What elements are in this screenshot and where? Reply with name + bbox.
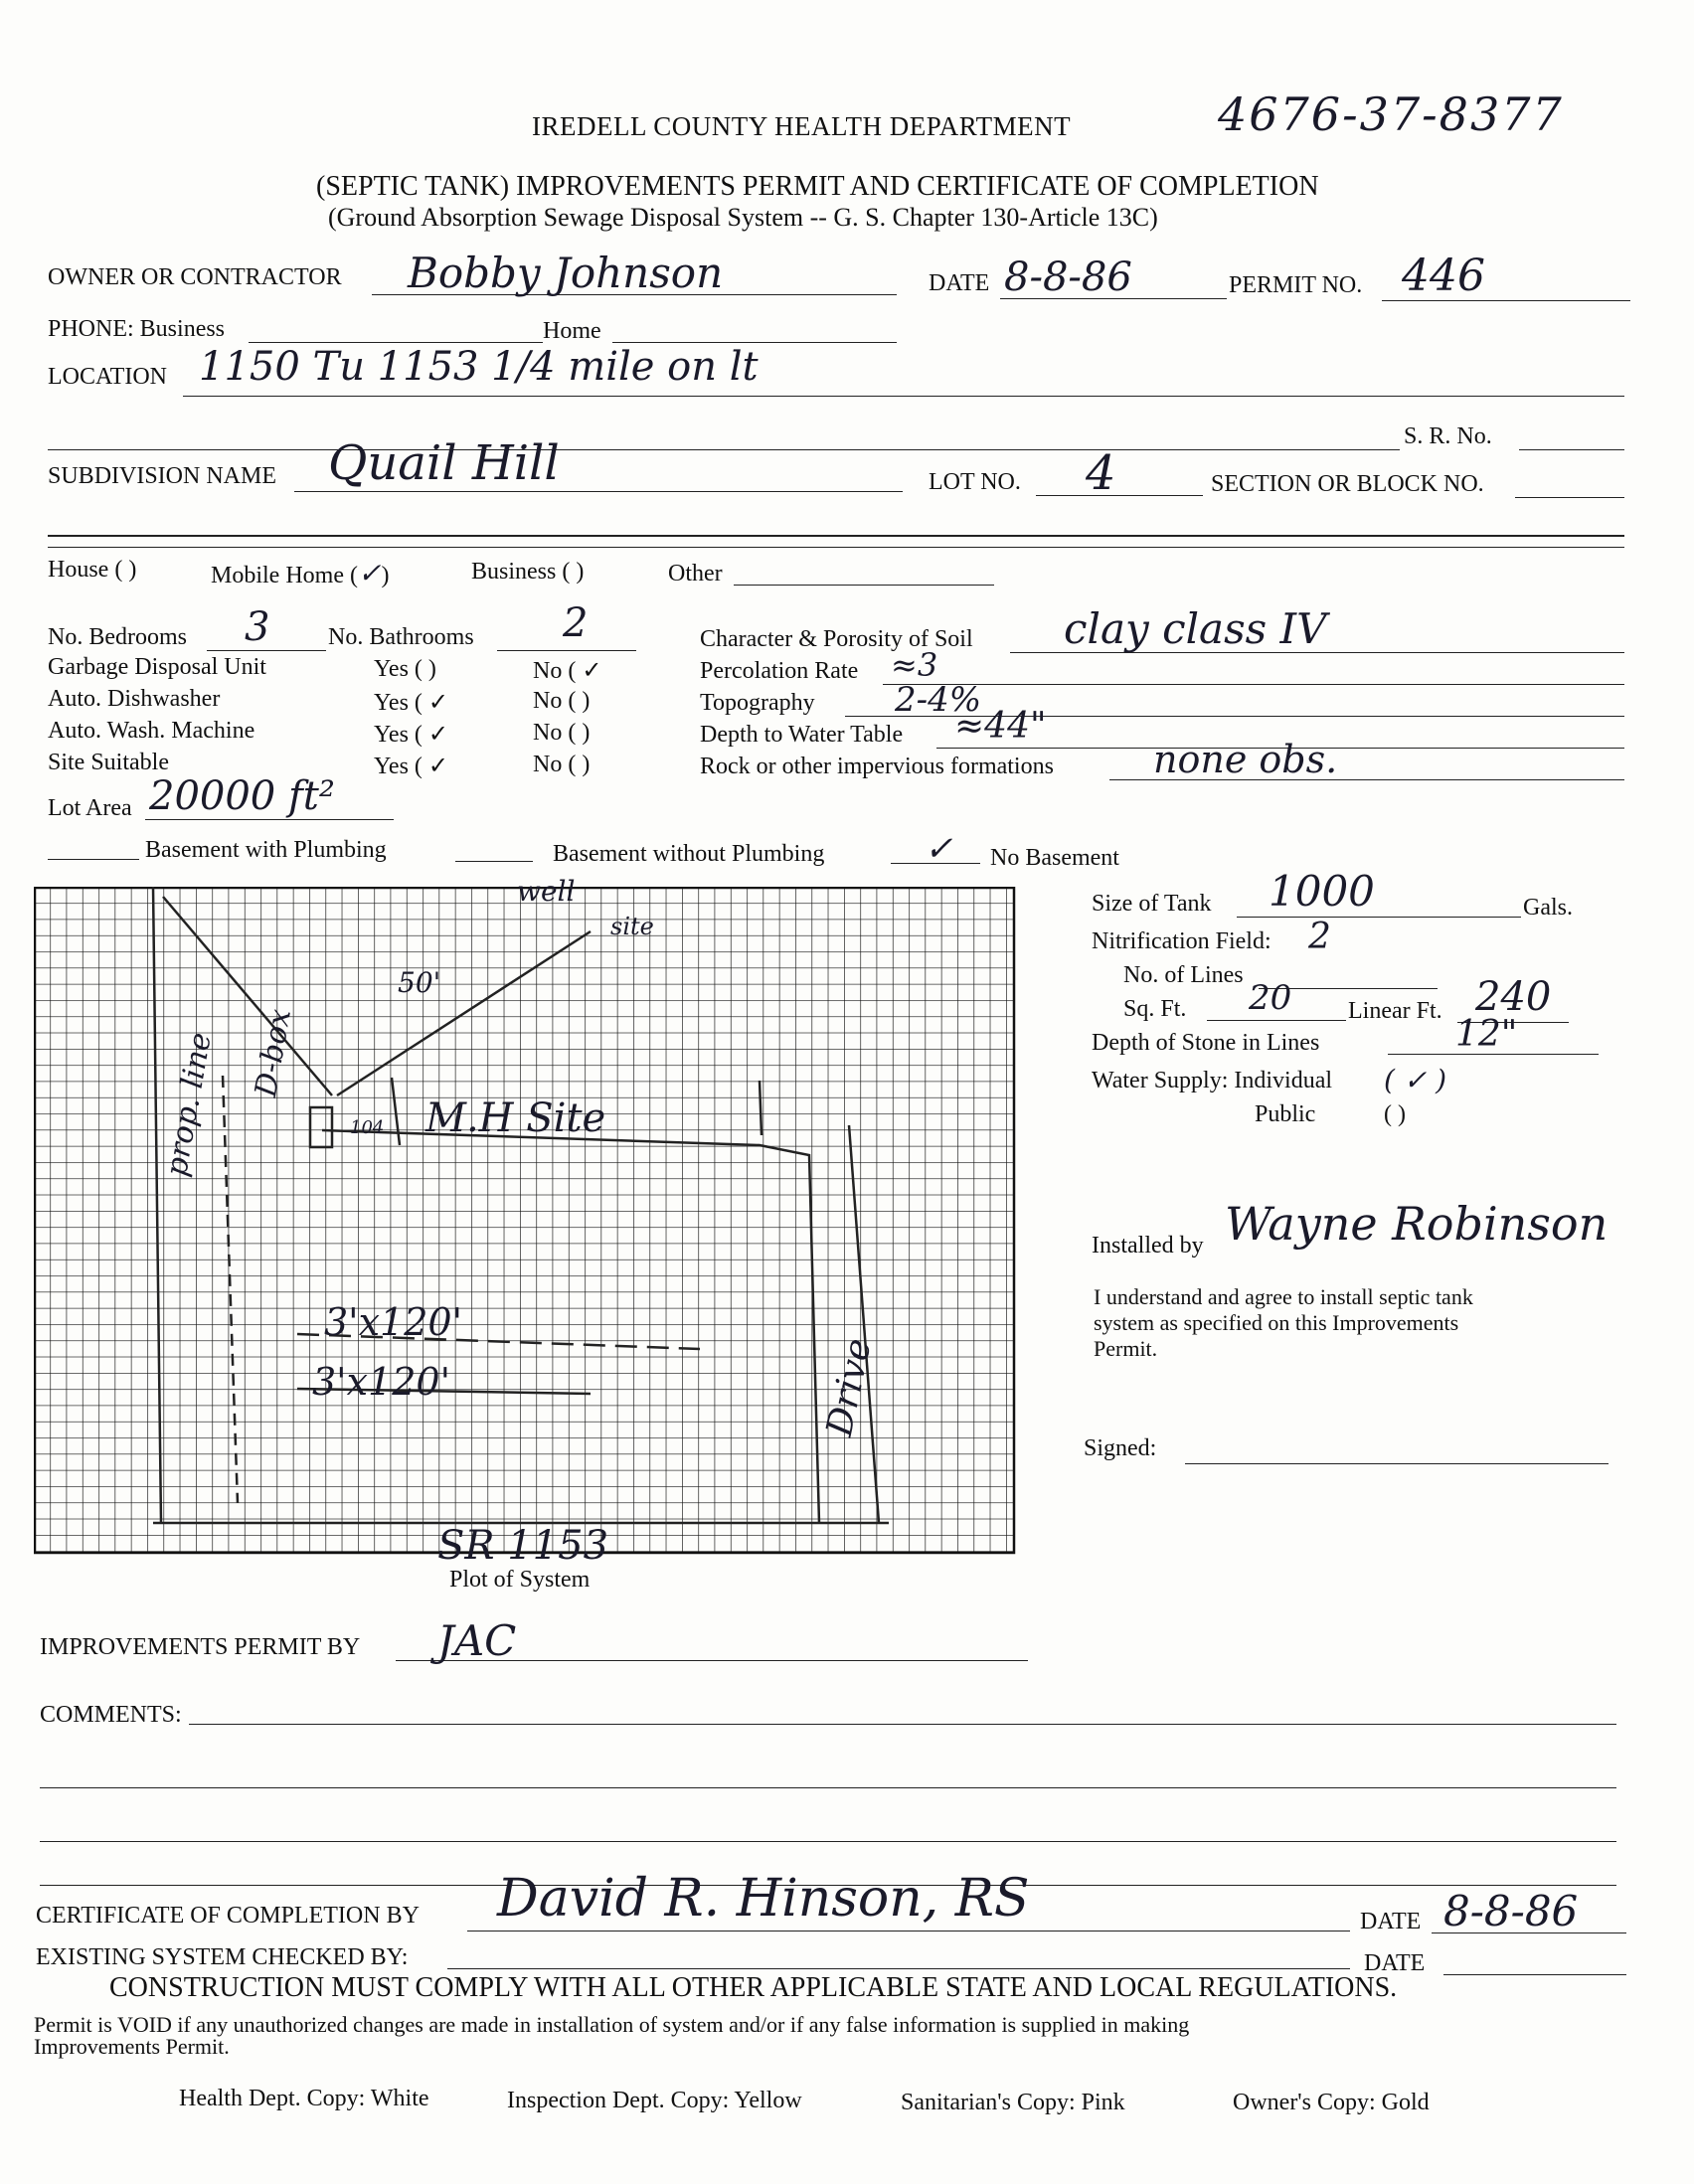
existing-date-line[interactable] (1443, 1974, 1626, 1975)
installed-by-signature[interactable]: Wayne Robinson (1225, 1197, 1609, 1251)
tank-size-value[interactable]: 1000 (1269, 867, 1375, 916)
mobile-home-option[interactable] (211, 557, 389, 589)
nitrification-value[interactable]: 2 (1308, 917, 1331, 957)
permit-by-label: IMPROVEMENTS PERMIT BY (40, 1634, 361, 1660)
mobile-home-check: ✓ (357, 557, 382, 589)
plot-note-line1: 3'x120' (324, 1300, 463, 1344)
water-public-label: Public (1255, 1101, 1316, 1127)
basement-without-label: Basement without Plumbing (553, 841, 825, 867)
linear-value[interactable]: 240 (1475, 974, 1552, 1020)
agreement-line-1: I understand and agree to install septic tank (1094, 1284, 1473, 1309)
nitrification-label: Nitrification Field: (1092, 928, 1271, 954)
plot-note-road: SR 1153 (437, 1523, 609, 1569)
certificate-date-value[interactable]: 8-8-86 (1443, 1887, 1579, 1935)
no-basement-label: No Basement (990, 845, 1119, 871)
sr-label: S. R. No. (1404, 423, 1492, 449)
appliance-no[interactable]: No ( ) (533, 720, 591, 746)
owner-label: OWNER OR CONTRACTOR (48, 264, 342, 290)
parcel-number: 4676-37-8377 (1218, 87, 1564, 141)
soil-line (883, 684, 1624, 685)
lot-area-line (145, 819, 394, 820)
no-basement-check[interactable]: ✓ (925, 829, 953, 869)
plot-note-well: well (517, 875, 576, 908)
soil-value[interactable]: ≈3 (891, 646, 938, 684)
form-subtitle: (Ground Absorption Sewage Disposal System -- G. S. Chapter 130-Article 13C) (328, 203, 1158, 232)
mobile-home-close: ) (381, 563, 390, 588)
bathrooms-label: No. Bathrooms (328, 624, 474, 650)
signed-label: Signed: (1084, 1435, 1157, 1461)
date-value[interactable]: 8-8-86 (1004, 254, 1132, 300)
plot-note-drive: Drive (819, 1334, 880, 1440)
appliance-no[interactable]: No ( ) (533, 688, 591, 714)
department-name: IREDELL COUNTY HEALTH DEPARTMENT (532, 111, 1072, 141)
appliance-yes[interactable]: Yes ( ✓ (374, 690, 449, 716)
sqft-value[interactable]: 20 (1249, 978, 1292, 1018)
comments-line-3[interactable] (40, 1841, 1616, 1842)
soil-label: Depth to Water Table (700, 722, 904, 748)
plot-note-distance: 50' (398, 966, 441, 999)
copy-health: Health Dept. Copy: White (179, 2086, 429, 2111)
subdivision-value[interactable]: Quail Hill (328, 435, 560, 491)
tank-size-label: Size of Tank (1092, 891, 1212, 917)
permit-value[interactable]: 446 (1402, 251, 1485, 301)
subdivision-line (294, 491, 903, 492)
appliance-no[interactable]: No ( ✓ (533, 658, 602, 684)
appliance-yes[interactable]: Yes ( ✓ (374, 722, 449, 748)
lot-label: LOT NO. (929, 469, 1021, 495)
plot-note-left-2: D-box (249, 1006, 298, 1100)
plot-grid (34, 887, 1018, 1565)
sr-line (1519, 449, 1624, 450)
permit-label: PERMIT NO. (1229, 272, 1363, 298)
water-public-check[interactable]: ( ) (1384, 1101, 1406, 1127)
agreement-line-2: system as specified on this Improvements (1094, 1310, 1459, 1335)
lot-area-value[interactable]: 20000 ft² (149, 773, 335, 819)
appliance-label: Auto. Dishwasher (48, 686, 221, 712)
certificate-date-label: DATE (1360, 1909, 1422, 1934)
soil-label: Percolation Rate (700, 658, 859, 684)
stone-value[interactable]: 12" (1455, 1014, 1518, 1055)
void-notice-line-1: Permit is VOID if any unauthorized changes are made in installation of system and/or if any false information is supplied in making (34, 2012, 1190, 2037)
owner-value[interactable]: Bobby Johnson (408, 249, 724, 297)
location-value[interactable]: 1150 Tu 1153 1/4 mile on lt (199, 344, 759, 390)
phone-business-line (249, 342, 543, 343)
phone-business-label: PHONE: Business (48, 316, 226, 342)
lot-area-label: Lot Area (48, 795, 132, 821)
plot-note-box: 104 (350, 1117, 385, 1138)
sr-blank-line (48, 449, 1400, 450)
bathrooms-line (497, 650, 636, 651)
copy-sanitarian: Sanitarian's Copy: Pink (901, 2090, 1125, 2115)
soil-label: Rock or other impervious formations (700, 754, 1054, 779)
date-label: DATE (929, 270, 990, 296)
section-label: SECTION OR BLOCK NO. (1211, 471, 1484, 497)
appliance-label: Garbage Disposal Unit (48, 654, 266, 680)
phone-home-line (612, 342, 897, 343)
divider-top (48, 535, 1624, 537)
certificate-signature[interactable]: David R. Hinson, RS (497, 1869, 1030, 1929)
bathrooms-value[interactable]: 2 (563, 600, 589, 646)
appliance-label: Auto. Wash. Machine (48, 718, 255, 744)
phone-home-label: Home (543, 318, 601, 344)
soil-label: Character & Porosity of Soil (700, 626, 973, 652)
existing-label: EXISTING SYSTEM CHECKED BY: (36, 1944, 409, 1970)
copy-inspection: Inspection Dept. Copy: Yellow (507, 2088, 802, 2113)
void-notice-line-2: Improvements Permit. (34, 2034, 230, 2059)
soil-value[interactable]: 2-4% (895, 680, 982, 720)
agreement-line-3: Permit. (1094, 1336, 1158, 1361)
certificate-line (467, 1931, 1350, 1932)
lot-value[interactable]: 4 (1086, 445, 1116, 501)
appliance-no[interactable]: No ( ) (533, 752, 591, 777)
plot-caption: Plot of System (449, 1567, 591, 1593)
tank-size-line (1237, 917, 1521, 918)
soil-label: Topography (700, 690, 815, 716)
lot-line (1036, 495, 1203, 496)
certificate-label: CERTIFICATE OF COMPLETION BY (36, 1903, 420, 1929)
lines-label: No. of Lines (1123, 962, 1244, 988)
divider-bottom (48, 547, 1624, 548)
tank-gals-label: Gals. (1523, 895, 1573, 921)
basement-with-line (48, 859, 139, 860)
linear-label: Linear Ft. (1348, 998, 1442, 1024)
existing-date-label: DATE (1364, 1950, 1426, 1976)
other-label: Other (668, 561, 723, 587)
appliance-yes[interactable]: Yes ( ✓ (374, 754, 449, 779)
installed-by-label: Installed by (1092, 1233, 1204, 1259)
comments-line-2[interactable] (40, 1787, 1616, 1788)
plot-note-home-site: M.H Site (425, 1095, 606, 1141)
business-option[interactable]: Business ( ) (471, 559, 585, 585)
bedrooms-value[interactable]: 3 (245, 604, 270, 650)
signed-line[interactable] (1185, 1463, 1609, 1464)
compliance-notice: CONSTRUCTION MUST COMPLY WITH ALL OTHER APPLICABLE STATE AND LOCAL REGULATIONS. (109, 1972, 1398, 2003)
subdivision-label: SUBDIVISION NAME (48, 463, 277, 489)
water-individual-check[interactable]: ( ✓ ) (1384, 1064, 1447, 1096)
appliance-label: Site Suitable (48, 750, 169, 775)
location-line (183, 396, 1624, 397)
existing-line[interactable] (447, 1968, 1350, 1969)
comments-line-1[interactable] (189, 1724, 1616, 1725)
soil-value[interactable]: ≈44" (954, 706, 1047, 747)
copy-owner: Owner's Copy: Gold (1233, 2090, 1430, 2115)
form-title: (SEPTIC TANK) IMPROVEMENTS PERMIT AND CERTIFICATE OF COMPLETION (316, 171, 1319, 202)
comments-label: COMMENTS: (40, 1702, 182, 1728)
bedrooms-line (207, 650, 326, 651)
other-line (734, 585, 994, 586)
plot-note-left-1: prop. line (159, 1030, 219, 1180)
permit-by-value[interactable]: JAC (437, 1616, 517, 1665)
soil-value[interactable]: none obs. (1153, 738, 1338, 781)
bedrooms-label: No. Bedrooms (48, 624, 187, 650)
section-line (1515, 497, 1624, 498)
appliance-yes[interactable]: Yes ( ) (374, 656, 436, 682)
water-individual-label: Water Supply: Individual (1092, 1068, 1333, 1093)
sqft-label: Sq. Ft. (1123, 996, 1187, 1022)
sqft-line (1207, 1020, 1346, 1021)
basement-without-line (455, 861, 533, 862)
mobile-home-label: Mobile Home ( (211, 563, 358, 588)
plot-note-line2: 3'x120' (312, 1360, 451, 1404)
location-label: LOCATION (48, 364, 167, 390)
stone-label: Depth of Stone in Lines (1092, 1030, 1320, 1056)
basement-with-label: Basement with Plumbing (145, 837, 387, 863)
soil-value[interactable]: clay class IV (1064, 604, 1327, 653)
plot-note-well-site: site (610, 913, 654, 940)
house-option[interactable]: House ( ) (48, 557, 137, 583)
